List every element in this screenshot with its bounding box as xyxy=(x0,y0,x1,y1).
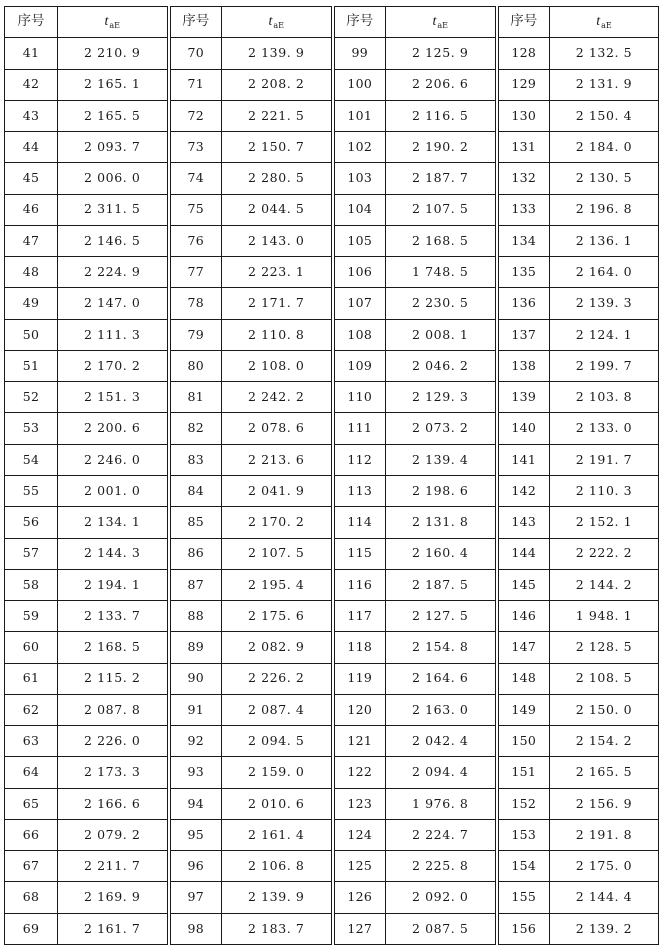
cell-index: 79 xyxy=(169,319,222,350)
table-row xyxy=(5,882,659,913)
cell-value: 2 198. 6 xyxy=(386,475,497,506)
cell-value: 2 133. 7 xyxy=(58,601,169,632)
table-row xyxy=(5,819,659,850)
cell-value: 2 161. 4 xyxy=(222,819,333,850)
cell-value: 2 111. 3 xyxy=(58,319,169,350)
cell-index: 129 xyxy=(497,69,550,100)
cell-value: 2 152. 1 xyxy=(550,507,659,538)
cell-index: 85 xyxy=(169,507,222,538)
cell-index: 50 xyxy=(5,319,58,350)
cell-index: 139 xyxy=(497,382,550,413)
cell-index: 47 xyxy=(5,225,58,256)
table-row xyxy=(5,350,659,381)
cell-value: 2 151. 3 xyxy=(58,382,169,413)
cell-value: 2 108. 0 xyxy=(222,350,333,381)
value-symbol: t xyxy=(104,14,109,30)
cell-value: 2 175. 0 xyxy=(550,851,659,882)
cell-index: 119 xyxy=(333,663,386,694)
cell-value: 2 225. 8 xyxy=(386,851,497,882)
cell-index: 101 xyxy=(333,100,386,131)
cell-index: 138 xyxy=(497,350,550,381)
cell-index: 44 xyxy=(5,132,58,163)
cell-value: 2 166. 6 xyxy=(58,788,169,819)
cell-value: 2 168. 5 xyxy=(386,225,497,256)
cell-value: 2 199. 7 xyxy=(550,350,659,381)
cell-value: 2 092. 0 xyxy=(386,882,497,913)
cell-index: 140 xyxy=(497,413,550,444)
cell-value: 2 079. 2 xyxy=(58,819,169,850)
cell-value: 2 194. 1 xyxy=(58,569,169,600)
cell-index: 82 xyxy=(169,413,222,444)
cell-value: 2 280. 5 xyxy=(222,163,333,194)
cell-index: 126 xyxy=(333,882,386,913)
cell-index: 69 xyxy=(5,913,58,944)
cell-index: 62 xyxy=(5,694,58,725)
cell-index: 130 xyxy=(497,100,550,131)
cell-index: 111 xyxy=(333,413,386,444)
header-index-2: 序号 xyxy=(169,7,222,38)
cell-index: 42 xyxy=(5,69,58,100)
cell-index: 72 xyxy=(169,100,222,131)
cell-value: 2 164. 6 xyxy=(386,663,497,694)
cell-value: 2 230. 5 xyxy=(386,288,497,319)
cell-index: 142 xyxy=(497,475,550,506)
cell-index: 118 xyxy=(333,632,386,663)
table-row xyxy=(5,69,659,100)
table-row xyxy=(5,726,659,757)
cell-value: 2 156. 9 xyxy=(550,788,659,819)
table-row xyxy=(5,382,659,413)
cell-value: 2 124. 1 xyxy=(550,319,659,350)
cell-index: 120 xyxy=(333,694,386,725)
table-row xyxy=(5,569,659,600)
cell-value: 2 224. 9 xyxy=(58,257,169,288)
cell-value: 2 165. 5 xyxy=(58,100,169,131)
cell-value: 2 226. 2 xyxy=(222,663,333,694)
cell-index: 96 xyxy=(169,851,222,882)
table-row xyxy=(5,538,659,569)
cell-value: 2 190. 2 xyxy=(386,132,497,163)
cell-index: 110 xyxy=(333,382,386,413)
cell-value: 2 103. 8 xyxy=(550,382,659,413)
cell-value: 2 010. 6 xyxy=(222,788,333,819)
header-value-4 xyxy=(550,7,659,38)
table-row xyxy=(5,288,659,319)
cell-value: 2 093. 7 xyxy=(58,132,169,163)
cell-value: 2 163. 0 xyxy=(386,694,497,725)
cell-value: 2 087. 5 xyxy=(386,913,497,944)
cell-index: 134 xyxy=(497,225,550,256)
cell-value: 2 131. 8 xyxy=(386,507,497,538)
cell-index: 100 xyxy=(333,69,386,100)
cell-value: 2 195. 4 xyxy=(222,569,333,600)
cell-value: 2 184. 0 xyxy=(550,132,659,163)
cell-value: 2 146. 5 xyxy=(58,225,169,256)
cell-index: 127 xyxy=(333,913,386,944)
cell-value: 2 087. 4 xyxy=(222,694,333,725)
cell-value: 2 200. 6 xyxy=(58,413,169,444)
cell-index: 135 xyxy=(497,257,550,288)
table-row xyxy=(5,132,659,163)
cell-value: 2 191. 8 xyxy=(550,819,659,850)
cell-value: 2 187. 5 xyxy=(386,569,497,600)
cell-value: 2 143. 0 xyxy=(222,225,333,256)
table-row xyxy=(5,663,659,694)
cell-index: 102 xyxy=(333,132,386,163)
cell-index: 61 xyxy=(5,663,58,694)
table-row xyxy=(5,601,659,632)
table-row xyxy=(5,913,659,944)
cell-value: 1 976. 8 xyxy=(386,788,497,819)
table-row xyxy=(5,475,659,506)
cell-value: 2 073. 2 xyxy=(386,413,497,444)
cell-value: 2 147. 0 xyxy=(58,288,169,319)
cell-value: 2 159. 0 xyxy=(222,757,333,788)
cell-index: 63 xyxy=(5,726,58,757)
cell-value: 2 208. 2 xyxy=(222,69,333,100)
table-row xyxy=(5,163,659,194)
cell-index: 81 xyxy=(169,382,222,413)
cell-value: 2 196. 8 xyxy=(550,194,659,225)
cell-value: 2 107. 5 xyxy=(222,538,333,569)
cell-index: 112 xyxy=(333,444,386,475)
cell-index: 53 xyxy=(5,413,58,444)
cell-index: 109 xyxy=(333,350,386,381)
cell-index: 60 xyxy=(5,632,58,663)
cell-index: 144 xyxy=(497,538,550,569)
table-row xyxy=(5,788,659,819)
cell-value: 2 128. 5 xyxy=(550,632,659,663)
cell-value: 2 046. 2 xyxy=(386,350,497,381)
cell-value: 2 044. 5 xyxy=(222,194,333,225)
cell-value: 2 183. 7 xyxy=(222,913,333,944)
cell-index: 41 xyxy=(5,38,58,69)
cell-index: 59 xyxy=(5,601,58,632)
cell-value: 2 115. 2 xyxy=(58,663,169,694)
cell-index: 117 xyxy=(333,601,386,632)
cell-value: 2 041. 9 xyxy=(222,475,333,506)
cell-index: 153 xyxy=(497,819,550,850)
cell-index: 89 xyxy=(169,632,222,663)
table-row xyxy=(5,100,659,131)
cell-index: 66 xyxy=(5,819,58,850)
cell-value: 2 134. 1 xyxy=(58,507,169,538)
cell-index: 137 xyxy=(497,319,550,350)
cell-value: 2 165. 1 xyxy=(58,69,169,100)
cell-value: 2 171. 7 xyxy=(222,288,333,319)
table-row xyxy=(5,257,659,288)
table-row xyxy=(5,632,659,663)
cell-index: 124 xyxy=(333,819,386,850)
cell-index: 48 xyxy=(5,257,58,288)
table-row xyxy=(5,225,659,256)
cell-index: 90 xyxy=(169,663,222,694)
cell-value: 2 094. 5 xyxy=(222,726,333,757)
cell-index: 56 xyxy=(5,507,58,538)
cell-index: 141 xyxy=(497,444,550,475)
cell-index: 113 xyxy=(333,475,386,506)
cell-value: 2 139. 3 xyxy=(550,288,659,319)
cell-value: 2 107. 5 xyxy=(386,194,497,225)
cell-value: 2 087. 8 xyxy=(58,694,169,725)
cell-index: 54 xyxy=(5,444,58,475)
cell-value: 2 042. 4 xyxy=(386,726,497,757)
cell-value: 2 213. 6 xyxy=(222,444,333,475)
cell-index: 57 xyxy=(5,538,58,569)
cell-value: 2 210. 9 xyxy=(58,38,169,69)
cell-value: 2 078. 6 xyxy=(222,413,333,444)
cell-index: 122 xyxy=(333,757,386,788)
cell-index: 104 xyxy=(333,194,386,225)
cell-index: 154 xyxy=(497,851,550,882)
cell-value: 2 170. 2 xyxy=(58,350,169,381)
cell-value: 2 150. 7 xyxy=(222,132,333,163)
cell-value: 2 001. 0 xyxy=(58,475,169,506)
cell-value: 2 106. 8 xyxy=(222,851,333,882)
cell-value: 2 226. 0 xyxy=(58,726,169,757)
cell-index: 152 xyxy=(497,788,550,819)
cell-index: 106 xyxy=(333,257,386,288)
value-symbol: t xyxy=(268,14,273,30)
cell-index: 155 xyxy=(497,882,550,913)
cell-value: 2 127. 5 xyxy=(386,601,497,632)
cell-value: 2 242. 2 xyxy=(222,382,333,413)
cell-index: 68 xyxy=(5,882,58,913)
cell-index: 71 xyxy=(169,69,222,100)
value-subscript: aE xyxy=(273,21,284,31)
cell-index: 67 xyxy=(5,851,58,882)
cell-value: 1 748. 5 xyxy=(386,257,497,288)
cell-value: 1 948. 1 xyxy=(550,601,659,632)
table-row xyxy=(5,194,659,225)
cell-index: 150 xyxy=(497,726,550,757)
cell-value: 2 175. 6 xyxy=(222,601,333,632)
data-table xyxy=(4,6,659,945)
cell-value: 2 082. 9 xyxy=(222,632,333,663)
table-row xyxy=(5,413,659,444)
cell-value: 2 110. 8 xyxy=(222,319,333,350)
cell-index: 45 xyxy=(5,163,58,194)
cell-index: 78 xyxy=(169,288,222,319)
cell-value: 2 164. 0 xyxy=(550,257,659,288)
cell-index: 74 xyxy=(169,163,222,194)
value-symbol: t xyxy=(432,14,437,30)
cell-index: 105 xyxy=(333,225,386,256)
header-value-1 xyxy=(58,7,169,38)
cell-index: 99 xyxy=(333,38,386,69)
cell-index: 70 xyxy=(169,38,222,69)
cell-index: 143 xyxy=(497,507,550,538)
table-row xyxy=(5,694,659,725)
cell-index: 65 xyxy=(5,788,58,819)
cell-index: 146 xyxy=(497,601,550,632)
cell-value: 2 008. 1 xyxy=(386,319,497,350)
cell-index: 147 xyxy=(497,632,550,663)
header-value-3 xyxy=(386,7,497,38)
cell-index: 131 xyxy=(497,132,550,163)
cell-value: 2 224. 7 xyxy=(386,819,497,850)
table-row xyxy=(5,757,659,788)
cell-index: 145 xyxy=(497,569,550,600)
cell-value: 2 221. 5 xyxy=(222,100,333,131)
value-symbol: t xyxy=(596,14,601,30)
cell-index: 58 xyxy=(5,569,58,600)
cell-index: 73 xyxy=(169,132,222,163)
cell-index: 156 xyxy=(497,913,550,944)
cell-index: 136 xyxy=(497,288,550,319)
cell-index: 87 xyxy=(169,569,222,600)
cell-index: 108 xyxy=(333,319,386,350)
cell-index: 46 xyxy=(5,194,58,225)
cell-value: 2 173. 3 xyxy=(58,757,169,788)
cell-index: 93 xyxy=(169,757,222,788)
value-subscript: aE xyxy=(601,21,612,31)
cell-index: 97 xyxy=(169,882,222,913)
cell-index: 115 xyxy=(333,538,386,569)
cell-value: 2 206. 6 xyxy=(386,69,497,100)
cell-index: 149 xyxy=(497,694,550,725)
cell-value: 2 161. 7 xyxy=(58,913,169,944)
cell-index: 103 xyxy=(333,163,386,194)
table-body xyxy=(5,38,659,945)
cell-index: 132 xyxy=(497,163,550,194)
cell-value: 2 133. 0 xyxy=(550,413,659,444)
cell-value: 2 169. 9 xyxy=(58,882,169,913)
cell-index: 49 xyxy=(5,288,58,319)
header-index-3: 序号 xyxy=(333,7,386,38)
cell-value: 2 131. 9 xyxy=(550,69,659,100)
cell-value: 2 160. 4 xyxy=(386,538,497,569)
cell-value: 2 006. 0 xyxy=(58,163,169,194)
cell-value: 2 139. 9 xyxy=(222,38,333,69)
cell-index: 148 xyxy=(497,663,550,694)
cell-value: 2 125. 9 xyxy=(386,38,497,69)
cell-index: 107 xyxy=(333,288,386,319)
cell-value: 2 165. 5 xyxy=(550,757,659,788)
cell-index: 43 xyxy=(5,100,58,131)
cell-index: 128 xyxy=(497,38,550,69)
cell-value: 2 154. 2 xyxy=(550,726,659,757)
cell-value: 2 136. 1 xyxy=(550,225,659,256)
header-row xyxy=(5,7,659,38)
cell-index: 76 xyxy=(169,225,222,256)
cell-index: 94 xyxy=(169,788,222,819)
cell-index: 80 xyxy=(169,350,222,381)
cell-index: 51 xyxy=(5,350,58,381)
cell-value: 2 139. 9 xyxy=(222,882,333,913)
cell-index: 55 xyxy=(5,475,58,506)
cell-value: 2 191. 7 xyxy=(550,444,659,475)
cell-index: 95 xyxy=(169,819,222,850)
cell-value: 2 187. 7 xyxy=(386,163,497,194)
cell-index: 75 xyxy=(169,194,222,225)
cell-value: 2 211. 7 xyxy=(58,851,169,882)
cell-value: 2 110. 3 xyxy=(550,475,659,506)
cell-index: 121 xyxy=(333,726,386,757)
table-row xyxy=(5,851,659,882)
cell-value: 2 116. 5 xyxy=(386,100,497,131)
cell-index: 98 xyxy=(169,913,222,944)
cell-index: 114 xyxy=(333,507,386,538)
table-row xyxy=(5,507,659,538)
cell-value: 2 150. 4 xyxy=(550,100,659,131)
cell-index: 86 xyxy=(169,538,222,569)
cell-index: 91 xyxy=(169,694,222,725)
cell-value: 2 150. 0 xyxy=(550,694,659,725)
cell-index: 77 xyxy=(169,257,222,288)
cell-value: 2 246. 0 xyxy=(58,444,169,475)
cell-index: 92 xyxy=(169,726,222,757)
cell-value: 2 223. 1 xyxy=(222,257,333,288)
cell-index: 123 xyxy=(333,788,386,819)
cell-value: 2 132. 5 xyxy=(550,38,659,69)
cell-value: 2 168. 5 xyxy=(58,632,169,663)
value-subscript: aE xyxy=(437,21,448,31)
table-row xyxy=(5,319,659,350)
header-index-4: 序号 xyxy=(497,7,550,38)
header-index-1: 序号 xyxy=(5,7,58,38)
cell-index: 116 xyxy=(333,569,386,600)
cell-value: 2 144. 3 xyxy=(58,538,169,569)
cell-index: 84 xyxy=(169,475,222,506)
cell-index: 88 xyxy=(169,601,222,632)
cell-value: 2 311. 5 xyxy=(58,194,169,225)
cell-index: 125 xyxy=(333,851,386,882)
cell-value: 2 108. 5 xyxy=(550,663,659,694)
cell-value: 2 144. 2 xyxy=(550,569,659,600)
cell-value: 2 094. 4 xyxy=(386,757,497,788)
cell-index: 83 xyxy=(169,444,222,475)
cell-index: 151 xyxy=(497,757,550,788)
cell-value: 2 139. 2 xyxy=(550,913,659,944)
cell-index: 133 xyxy=(497,194,550,225)
cell-value: 2 144. 4 xyxy=(550,882,659,913)
cell-value: 2 154. 8 xyxy=(386,632,497,663)
cell-value: 2 139. 4 xyxy=(386,444,497,475)
table-row xyxy=(5,38,659,69)
cell-value: 2 130. 5 xyxy=(550,163,659,194)
cell-value: 2 222. 2 xyxy=(550,538,659,569)
header-value-2 xyxy=(222,7,333,38)
table-row xyxy=(5,444,659,475)
cell-index: 52 xyxy=(5,382,58,413)
cell-index: 64 xyxy=(5,757,58,788)
cell-value: 2 170. 2 xyxy=(222,507,333,538)
cell-value: 2 129. 3 xyxy=(386,382,497,413)
value-subscript: aE xyxy=(109,21,120,31)
